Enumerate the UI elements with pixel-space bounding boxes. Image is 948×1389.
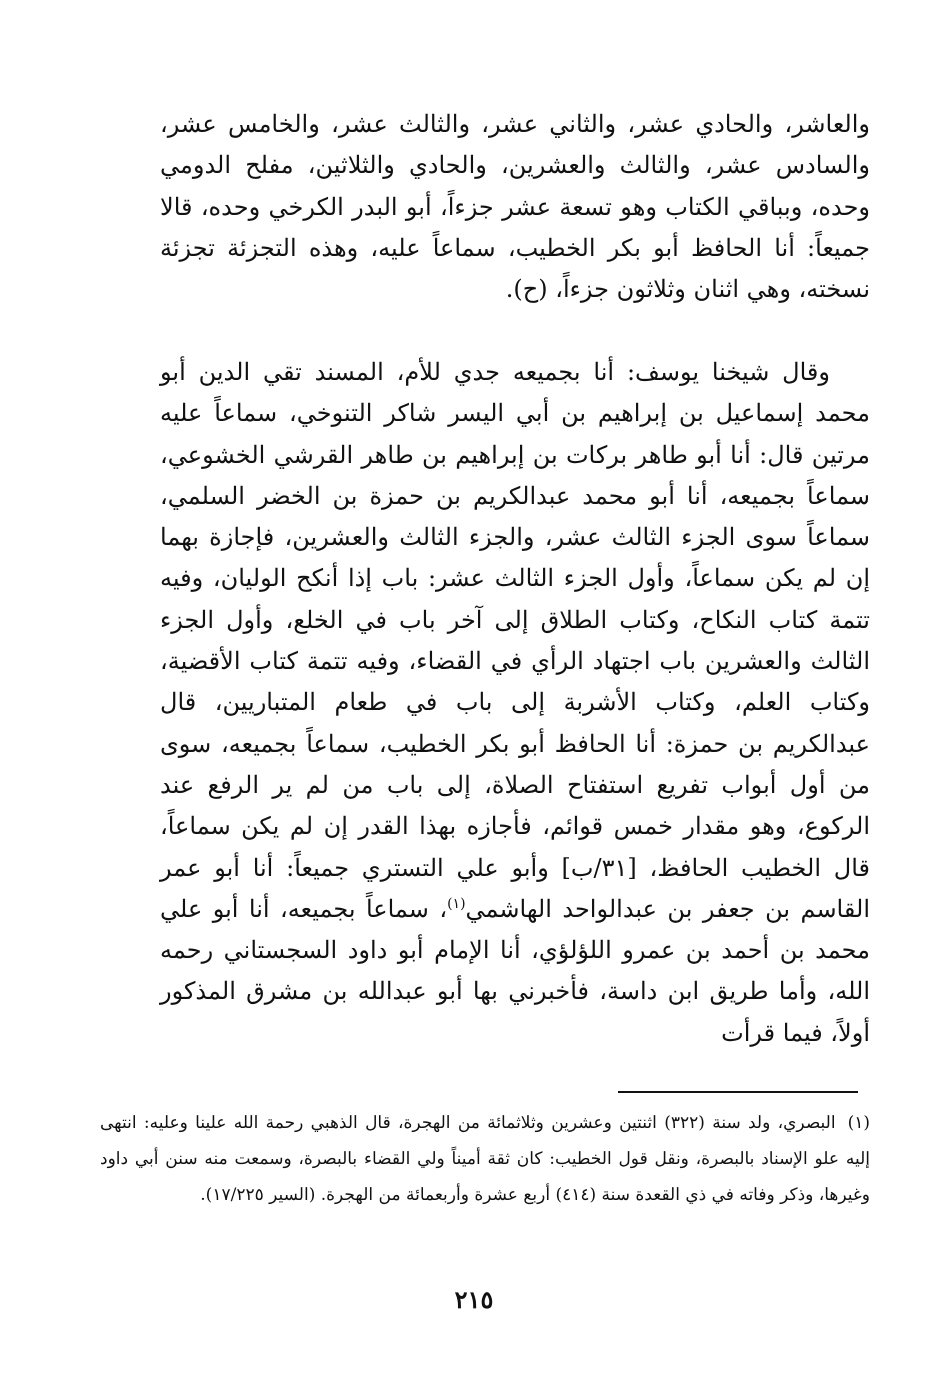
- footnote-divider: [618, 1091, 858, 1093]
- paragraph-2: [160, 352, 870, 1054]
- paragraph-2-continuation: ، سماعاً بجميعه، أنا أبو علي محمد بن أحمد بن عمرو اللؤلؤي، أنا الإمام أبو داود السجستاني رحمه الله، وأما طريق ابن داسة، فأخبرني بها أبو عبدالله بن مشرق المذكور أولاً، فيما قرأت: [160, 894, 871, 1047]
- footnote-text: البصري، ولد سنة (٣٢٢) اثنتين وعشرين وثلاثمائة من الهجرة، قال الذهبي رحمة الله علينا وعليه: انتهى إليه علو الإسناد بالبصرة، ونقل قول الخطيب: كان ثقة أميناً ولي القضاء بالبصرة، وسمعت منه سنن أبي داود وغيرها، وذكر وفاته في ذي القعدة سنة (٤١٤) أربع عشرة وأربعمائة من الهجرة. (السير ١٧/٢٢٥).: [100, 1113, 870, 1205]
- paragraph-1: والعاشر، والحادي عشر، والثاني عشر، والثالث عشر، والخامس عشر، والسادس عشر، والثالث والعشرين، والحادي والثلاثين، مفلح الدومي وحده، وبباقي الكتاب وهو تسعة عشر جزءاً، أبو البدر الكرخي وحده، قالا جميعاً: أنا الحافظ أبو بكر الخطيب، سماعاً عليه، وهذه التجزئة تجزئة نسخته، وهي اثنان وثلاثون جزءاً، (ح).: [160, 110, 870, 304]
- footnote: [100, 1105, 870, 1213]
- page-number: ٢١٥: [454, 1285, 494, 1314]
- paragraph-2-text: وقال شيخنا يوسف: أنا بجميعه جدي للأم، المسند تقي الدين أبو محمد إسماعيل بن إبراهيم بن أبي اليسر شاكر التنوخي، سماعاً عليه مرتين قال: أنا أبو طاهر بركات بن إبراهيم بن طاهر القرشي الخشوعي، سماعاً بجميعه، أنا أبو محمد عبدالكريم بن حمزة بن الخضر السلمي، سماعاً سوى الجزء الثالث عشر، والجزء الثالث والعشرين، فإجازة بهما إن لم يكن سماعاً، وأول الجزء الثالث عشر: باب إذا أنكح الوليان، وفيه تتمة كتاب النكاح، وكتاب الطلاق إلى آخر باب في الخلع، وأول الجزء الثالث والعشرين باب اجتهاد الرأي في القضاء، وفيه تتمة كتاب الأقضية، وكتاب العلم، وكتاب الأشربة إلى باب في طعام المتباريين، قال عبدالكريم بن حمزة: أنا الحافظ أبو بكر الخطيب، سماعاً بجميعه، سوى من أول أبواب تفريع استفتاح الصلاة، إلى باب من لم ير الرفع عند الركوع، وهو مقدار خمس قوائم، فأجازه بهذا القدر إن لم يكن سماعاً، قال الخطيب الحافظ، [٣١/ب] وأبو علي التستري جميعاً: أنا أبو عمر القاسم بن جعفر بن عبدالواحد الهاشمي: [160, 358, 870, 923]
- footnote-marker: (١): [847, 1113, 871, 1133]
- footnote-reference[interactable]: (١): [447, 895, 466, 912]
